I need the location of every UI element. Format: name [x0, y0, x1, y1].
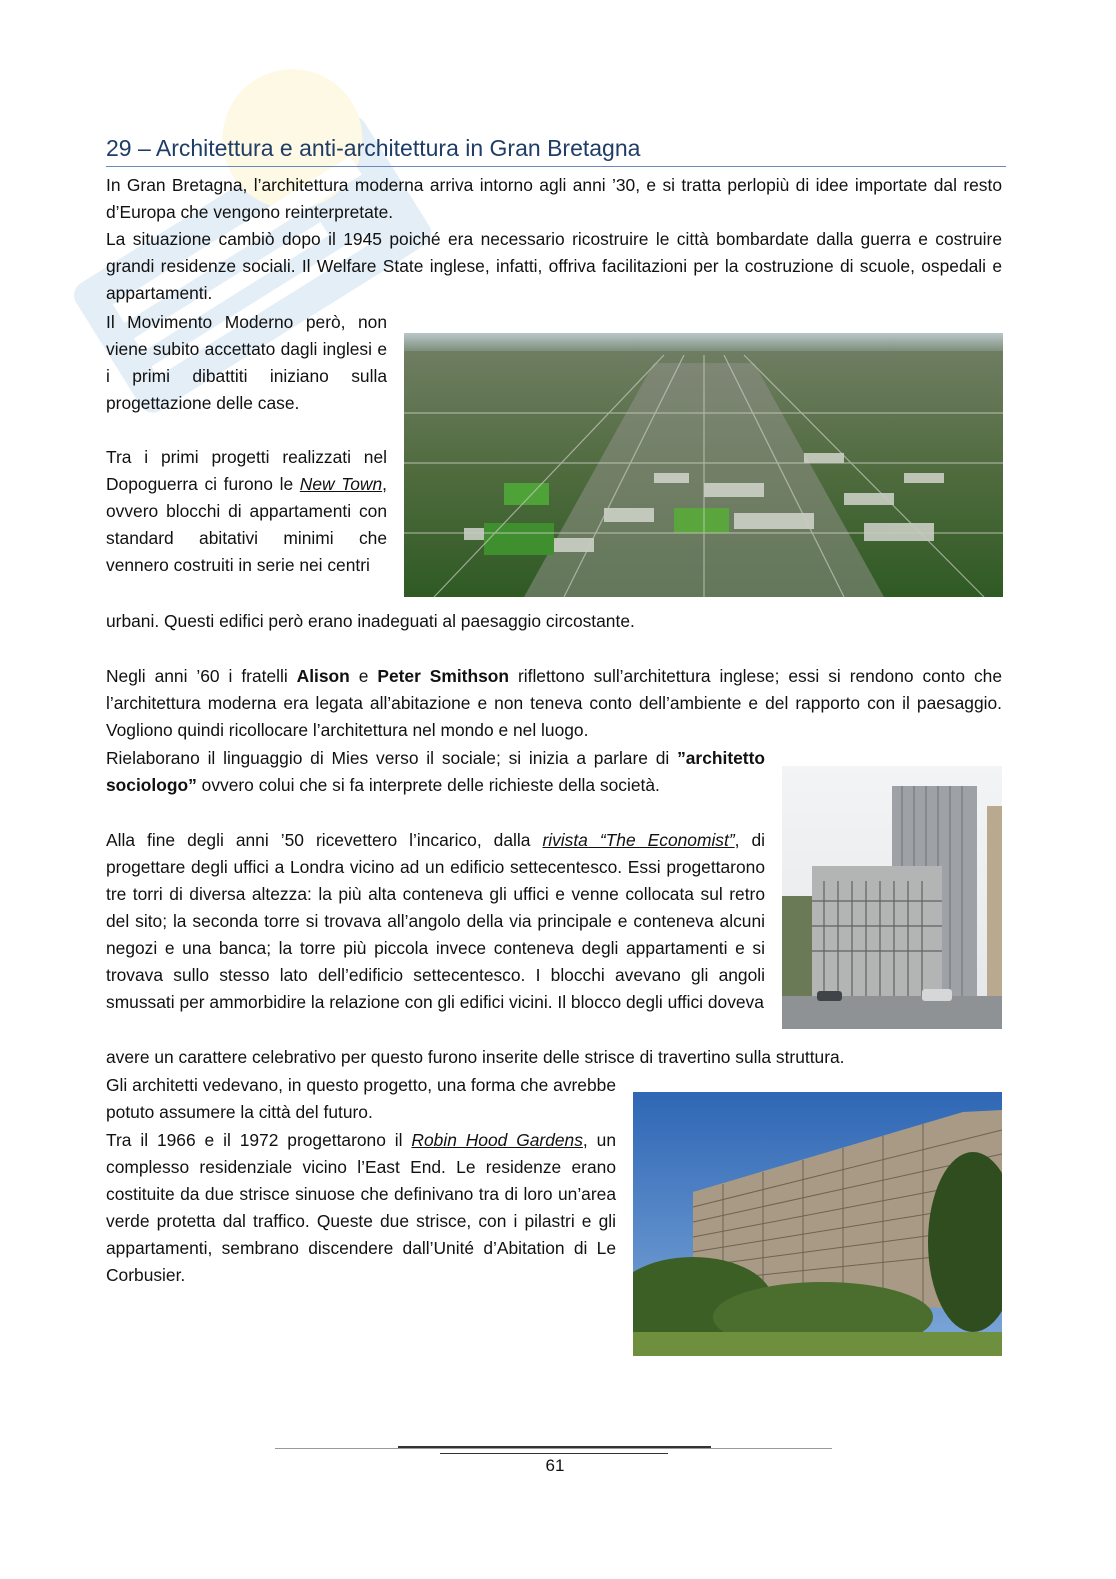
architetto-sociologo-term: ”architetto sociologo” [106, 748, 765, 795]
new-town-aerial-photo [404, 333, 1003, 597]
footer-rule-inner [440, 1453, 668, 1454]
paragraph-economist-tail [106, 1044, 1002, 1071]
alison-name: Alison [296, 666, 350, 686]
peter-smithson-name: Peter Smithson [377, 666, 510, 686]
paragraph-smithson [106, 663, 1002, 744]
sociologist-text-a: Rielaborano il linguaggio di Mies verso il sociale; si inizia a parlare di [106, 748, 678, 768]
paragraph-modern-movement [106, 309, 387, 417]
smithson-text-d: riflettono sull’architettura inglese; essi si rendono conto che l’architettura moderna era legata all’abitazione e non teneva conto dell’ambiente e del rapporto con il paesaggio. Vogliono quindi ricollocare l’architettura nel mondo e nel luogo. [106, 666, 1002, 740]
economist-text-b: , di progettare degli uffici a Londra vicino ad un edificio settecentesco. Essi progettarono tre torri di diversa altezza: la più alta conteneva gli uffici e venne collocata sul retro del sito; la seconda torre si trovava all’angolo della via principale e conteneva alcuni negozi e una banca; la torre più piccola invece conteneva degli appartamenti e si trovava sullo stesso lato dell’edificio settecentesco. I blocchi avevano gli angoli smussati per ammorbidire la relazione con gli edifici vicini. Il blocco degli uffici doveva [106, 830, 766, 1012]
economist-link[interactable]: rivista “The Economist” [542, 830, 735, 850]
economist-tail-text: avere un carattere celebrativo per questo furono inserite delle strisce di travertino sulla struttura. [106, 1047, 845, 1067]
sociologist-text-c: ovvero colui che si fa interprete delle richieste della società. [196, 775, 660, 795]
footer-rule-thick [398, 1446, 711, 1448]
paragraph-post-war [106, 226, 1002, 307]
future-city-text: Gli architetti vedevano, in questo progetto, una forma che avrebbe potuto assumere la città del futuro. [106, 1075, 616, 1122]
economist-text-a: Alla fine degli anni ’50 ricevettero l’incarico, dalla [106, 830, 543, 850]
economist-building-photo [782, 766, 1002, 1029]
new-town-tail-text: urbani. Questi edifici però erano inadeguati al paesaggio circostante. [106, 611, 635, 631]
page-number: 61 [545, 1456, 565, 1475]
paragraph-intro [106, 172, 1002, 226]
paragraph-robin-hood [106, 1127, 616, 1289]
smithson-text-a: Negli anni ’60 i fratelli [106, 666, 297, 686]
paragraph-economist [106, 827, 765, 1016]
smithson-text-c: e [349, 666, 378, 686]
paragraph-sociologist [106, 745, 765, 799]
footer-rule [275, 1448, 832, 1449]
robin-hood-gardens-link[interactable]: Robin Hood Gardens [411, 1130, 583, 1150]
paragraph-new-town-tail [106, 608, 1002, 635]
robin-hood-text-a: Tra il 1966 e il 1972 progettarono il [106, 1130, 412, 1150]
page-title: 29 – Architettura e anti-architettura in Gran Bretagna [106, 133, 1006, 167]
paragraph-post-war-text: La situazione cambiò dopo il 1945 poiché era necessario ricostruire le città bombardate dalla guerra e costruire grandi residenze sociali. Il Welfare State inglese, infatti, offriva facilitazioni per la costruzione di scuole, ospedali e appartamenti. [106, 229, 1002, 303]
paragraph-intro-text: In Gran Bretagna, l’architettura moderna arriva intorno agli anni ’30, e si tratta perlopiù di idee importate dal resto d’Europa che vengono reinterpretate. [106, 175, 1002, 222]
new-town-link[interactable]: New Town [299, 474, 383, 494]
paragraph-future-city [106, 1072, 616, 1126]
new-town-text-before: Tra i primi progetti realizzati nel Dopoguerra ci furono le [106, 447, 387, 494]
paragraph-modern-movement-text: Il Movimento Moderno però, non viene subito accettato dagli inglesi e i primi dibattiti iniziano sulla progettazione delle case. [106, 312, 387, 413]
paragraph-new-town [106, 444, 387, 579]
robin-hood-text-b: , un complesso residenziale vicino l’East End. Le residenze erano costituite da due strisce sinuose che definivano tra di loro un’area verde protetta dal traffico. Queste due strisce, con i pilastri e gli appartamenti, sembrano discendere dall’Unité d’Abitation di Le Corbusier. [106, 1130, 616, 1285]
new-town-text-after: , ovvero blocchi di appartamenti con standard abitativi minimi che vennero costruiti in serie nei centri [106, 474, 387, 575]
robin-hood-gardens-photo [633, 1092, 1002, 1356]
